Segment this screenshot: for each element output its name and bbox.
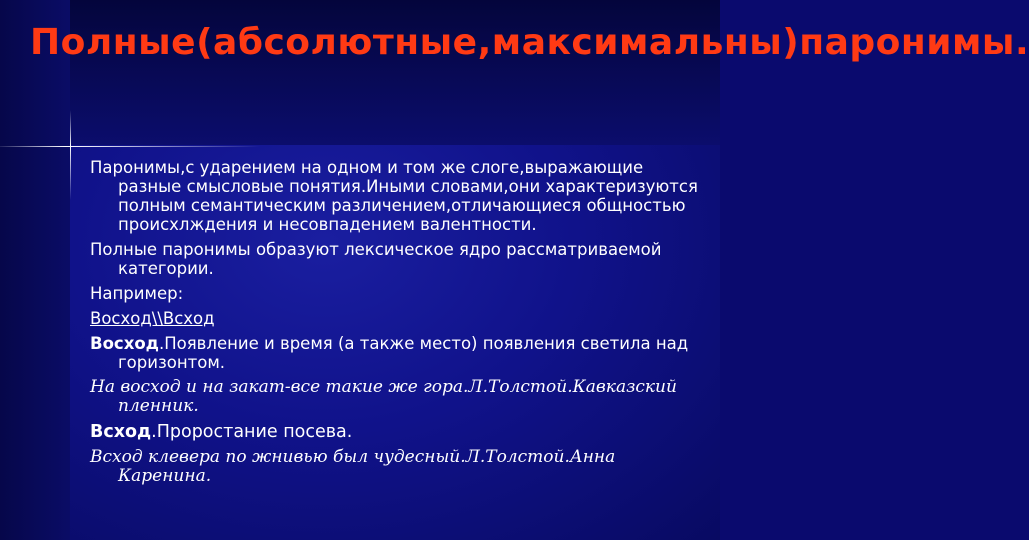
example-heading: Например: [90,284,184,303]
vskhod-term: Всход [90,422,152,442]
voskhod-example: На восход и на закат-все такие же гора.Л.Толстой.Кавказский пленник. [90,377,677,416]
core-paragraph: Полные паронимы образуют лексическое ядро рассматриваемой категории. [90,240,662,278]
paronym-pair-text: Восход\\Всход [90,309,215,328]
vskhod-definition [90,422,700,442]
vskhod-definition-text: .Проростание посева. [151,422,353,442]
vskhod-example: Всход клевера по жнивью был чудесный.Л.Толстой.Анна Каренина. [90,447,616,486]
voskhod-definition [90,334,700,372]
slide-body [90,158,700,492]
decorative-horizontal-line [0,146,260,147]
paronym-pair [90,309,700,328]
voskhod-term: Восход [90,334,159,353]
decorative-vertical-line [70,110,71,200]
left-band [0,0,70,540]
slide-title: Полные(абсолютные,максимальны)паронимы. [30,22,1029,63]
definition-paragraph: Паронимы,с ударением на одном и том же слоге,выражающие разные смысловые понятия.Иными словами,они характеризуются полным семантическим различением,отличающиеся общностью происхлждения и несовпадением валентности. [90,158,698,234]
voskhod-definition-text: .Появление и время (а также место) появления светила над горизонтом. [118,334,689,372]
